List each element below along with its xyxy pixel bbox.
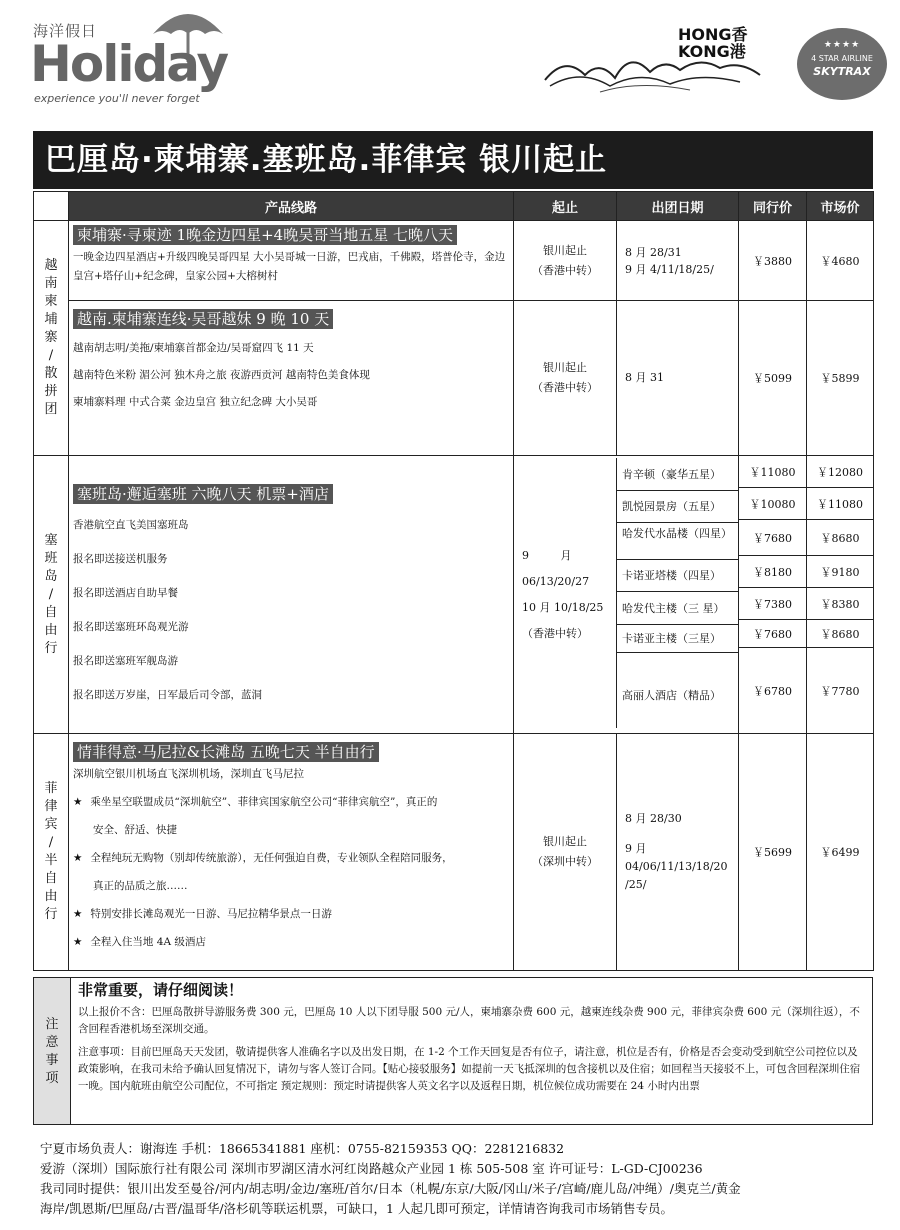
trade-price: ￥6780: [739, 648, 807, 734]
notes-price-exclusions: 以上报价不含：巴厘岛散拼导游服务费 300 元，巴厘岛 10 人以下团导服 500 元/人，柬埔寨杂费 600 元，越柬连线杂费 900 元，菲律宾杂费 600 元（深圳往返），不含回程香港机场至深圳交通。: [78, 1006, 860, 1035]
route-line: 越南胡志明/美拖/柬埔寨首都金边/吴哥窟四飞 11 天: [73, 342, 314, 354]
notes-box: [33, 977, 873, 1125]
dates-cell: 8 月 28/30 9 月 04/06/11/13/18/20 /25/: [617, 734, 739, 971]
bullet-continued: 安全、舒适、快捷: [93, 824, 177, 836]
col-trade-price: 同行价: [739, 192, 807, 221]
footer-company: 爱游（深圳）国际旅行社有限公司 深圳市罗湖区清水河红岗路越众产业园 1 栋 505-508 室 许可证号：L-GD-CJ00236: [40, 1161, 703, 1176]
hotel-name: 哈发代水晶楼（四星）: [616, 523, 738, 560]
trade-price: ￥5099: [739, 301, 807, 456]
dates-cell: 8 月 31: [617, 301, 739, 456]
col-route: 产品线路: [69, 192, 514, 221]
divider: [616, 458, 617, 728]
market-price: ￥8680: [807, 620, 874, 648]
route-title: 情菲得意·马尼拉&长滩岛 五晚七天 半自由行: [73, 742, 379, 762]
section-label-saipan: 塞 班 岛 / 自 由 行: [34, 456, 69, 734]
market-price: ￥4680: [807, 221, 874, 301]
footer-services: 我司同时提供：银川出发至曼谷/河内/胡志明/金边/塞班/首尔/日本（札幌/东京/大阪/冈山/米子/宫崎/鹿儿岛/冲绳）/奥克兰/黄金: [40, 1181, 741, 1196]
trade-price: ￥7680: [739, 620, 807, 648]
market-price: ￥6499: [807, 734, 874, 971]
route-line: 报名即送万岁崖，日军最后司令部，蓝洞: [73, 689, 262, 701]
depart-cell: 银川起止 （香港中转）: [514, 221, 617, 301]
market-price: ￥5899: [807, 301, 874, 456]
hotel-name: 肯辛顿（豪华五星）: [616, 458, 738, 491]
footer-services-cont: 海岸/凯恩斯/巴厘岛/古晋/温哥华/洛杉矶等联运机票，可缺口，1 人起几即可预定，详情请咨询我司市场销售专员。: [40, 1201, 673, 1216]
route-line: 报名即送塞班军舰岛游: [73, 655, 178, 667]
page-title: 巴厘岛·柬埔寨.塞班岛.菲律宾 银川起止: [33, 131, 873, 189]
trade-price: ￥11080: [739, 456, 807, 488]
footer-contact: 宁夏市场负责人：谢海连 手机：18665341881 座机：0755-82159353 QQ：2281216832: [40, 1141, 565, 1156]
market-price: ￥8680: [807, 520, 874, 556]
trade-price: ￥5699: [739, 734, 807, 971]
market-price: ￥11080: [807, 488, 874, 520]
table-row: [34, 301, 874, 456]
bullet-item: ★ 特别安排长滩岛观光一日游、马尼拉精华景点一日游: [73, 908, 332, 920]
table-row: [34, 221, 874, 301]
hong-kong-logo: [540, 20, 770, 110]
col-depart: 起止: [514, 192, 617, 221]
market-price: ￥8380: [807, 588, 874, 620]
hotel-name: 卡诺亚主楼（三星）: [616, 625, 738, 653]
skytrax-badge: ★★★★ 4 STAR AIRLINE SKYTRAX: [797, 28, 887, 100]
trade-price: ￥3880: [739, 221, 807, 301]
important-heading: 非常重要，请仔细阅读！: [78, 981, 244, 999]
logo-holiday: Holiday: [30, 35, 228, 93]
hotel-name: 凯悦园景房（五星）: [616, 491, 738, 523]
table-row: [34, 734, 874, 971]
route-line: 越南特色米粉 湄公河 独木舟之旅 夜游西贡河 越南特色美食体现: [73, 369, 370, 381]
depart-cell: 银川起止 （香港中转）: [514, 301, 617, 456]
bullet-continued: 真正的品质之旅……: [93, 880, 188, 892]
dates-cell: 9 月 06/13/20/27 10 月 10/18/25 （香港中转）: [522, 548, 604, 640]
hotel-name: 哈发代主楼（三 星）: [616, 592, 738, 625]
hong-kong-text: HONG香 KONG港: [678, 25, 748, 61]
trade-price: ￥7680: [739, 520, 807, 556]
route-desc: 一晚金边四星酒店+升级四晚吴哥四星 大小吴哥城一日游，巴戎庙，千佛殿，塔普伦寺，金边皇宫+塔仔山+纪念碑，皇家公园+大榕树村: [73, 251, 506, 282]
market-price: ￥12080: [807, 456, 874, 488]
dates-cell: 8 月 28/31 9 月 4/11/18/25/: [617, 221, 739, 301]
section-label-cambodia: 越 南 柬 埔 寨 / 散 拼 团: [34, 221, 69, 456]
route-title: 越南.柬埔寨连线·吴哥越妹 9 晚 10 天: [73, 309, 333, 329]
route-line: 香港航空直飞美国塞班岛: [73, 519, 189, 531]
table-header-row: [34, 192, 874, 221]
trade-price: ￥8180: [739, 556, 807, 588]
trade-price: ￥7380: [739, 588, 807, 620]
saipan-hotel-names: [616, 458, 738, 739]
market-price: ￥9180: [807, 556, 874, 588]
logo-tagline: experience you'll never forget: [34, 92, 200, 105]
product-table: [33, 191, 874, 971]
route-line: 报名即送塞班环岛观光游: [73, 621, 189, 633]
section-label-philippines: 菲 律 宾 / 半 自 由 行: [34, 734, 69, 971]
notes-attention: 注意事项：目前巴厘岛天天发团，敬请提供客人准确名字以及出发日期，在 1-2 个工作天回复是否有位子，请注意，机位是否有，价格是否会变动受到航空公司控位以及政策影响，在我司未给予确认回复情况下，请勿与客人签订合同。【贴心接驳服务】如提前一天飞抵深圳的包含接机以及住宿；如回程当天接驳不上，可包含回程深圳住宿一晚。国内航班由航空公司配位，不可指定 预定规则：预定时请提供客人英文名字以及返程日期，机位候位成功需要在 24 小时内出票: [78, 1046, 861, 1092]
depart-cell: 银川起止 （深圳中转）: [514, 734, 617, 971]
route-title: 柬埔寨·寻柬迹 1晚金边四星+4晚吴哥当地五星 七晚八天: [73, 225, 457, 245]
notes-label: 注 意 事 项: [34, 978, 71, 1124]
hotel-name: 卡诺亚塔楼（四星）: [616, 560, 738, 592]
route-title: 塞班岛·邂逅塞班 六晚八天 机票+酒店: [73, 484, 333, 504]
logo-chinese: 海洋假日: [33, 22, 98, 40]
hotel-name: 高丽人酒店（精品）: [622, 689, 721, 702]
table-row: [34, 456, 874, 488]
bullet-item: ★ 乘坐星空联盟成员“深圳航空”、菲律宾国家航空公司“菲律宾航空”，真正的: [73, 796, 438, 808]
bullet-item: ★ 全程入住当地 4A 级酒店: [73, 936, 206, 948]
route-line: 深圳航空银川机场直飞深圳机场，深圳直飞马尼拉: [73, 768, 304, 780]
trade-price: ￥10080: [739, 488, 807, 520]
col-market-price: 市场价: [807, 192, 874, 221]
route-line: 报名即送酒店自助早餐: [73, 587, 178, 599]
col-dates: 出团日期: [617, 192, 739, 221]
route-line: 柬埔寨料理 中式合菜 金边皇宫 独立纪念碑 大小吴哥: [73, 396, 318, 408]
page-header: [0, 0, 900, 125]
route-line: 报名即送接送机服务: [73, 553, 168, 565]
bullet-item: ★ 全程纯玩无购物（别却传统旅游），无任何强迫自费，专业领队全程陪同服务，: [73, 852, 453, 864]
market-price: ￥7780: [807, 648, 874, 734]
